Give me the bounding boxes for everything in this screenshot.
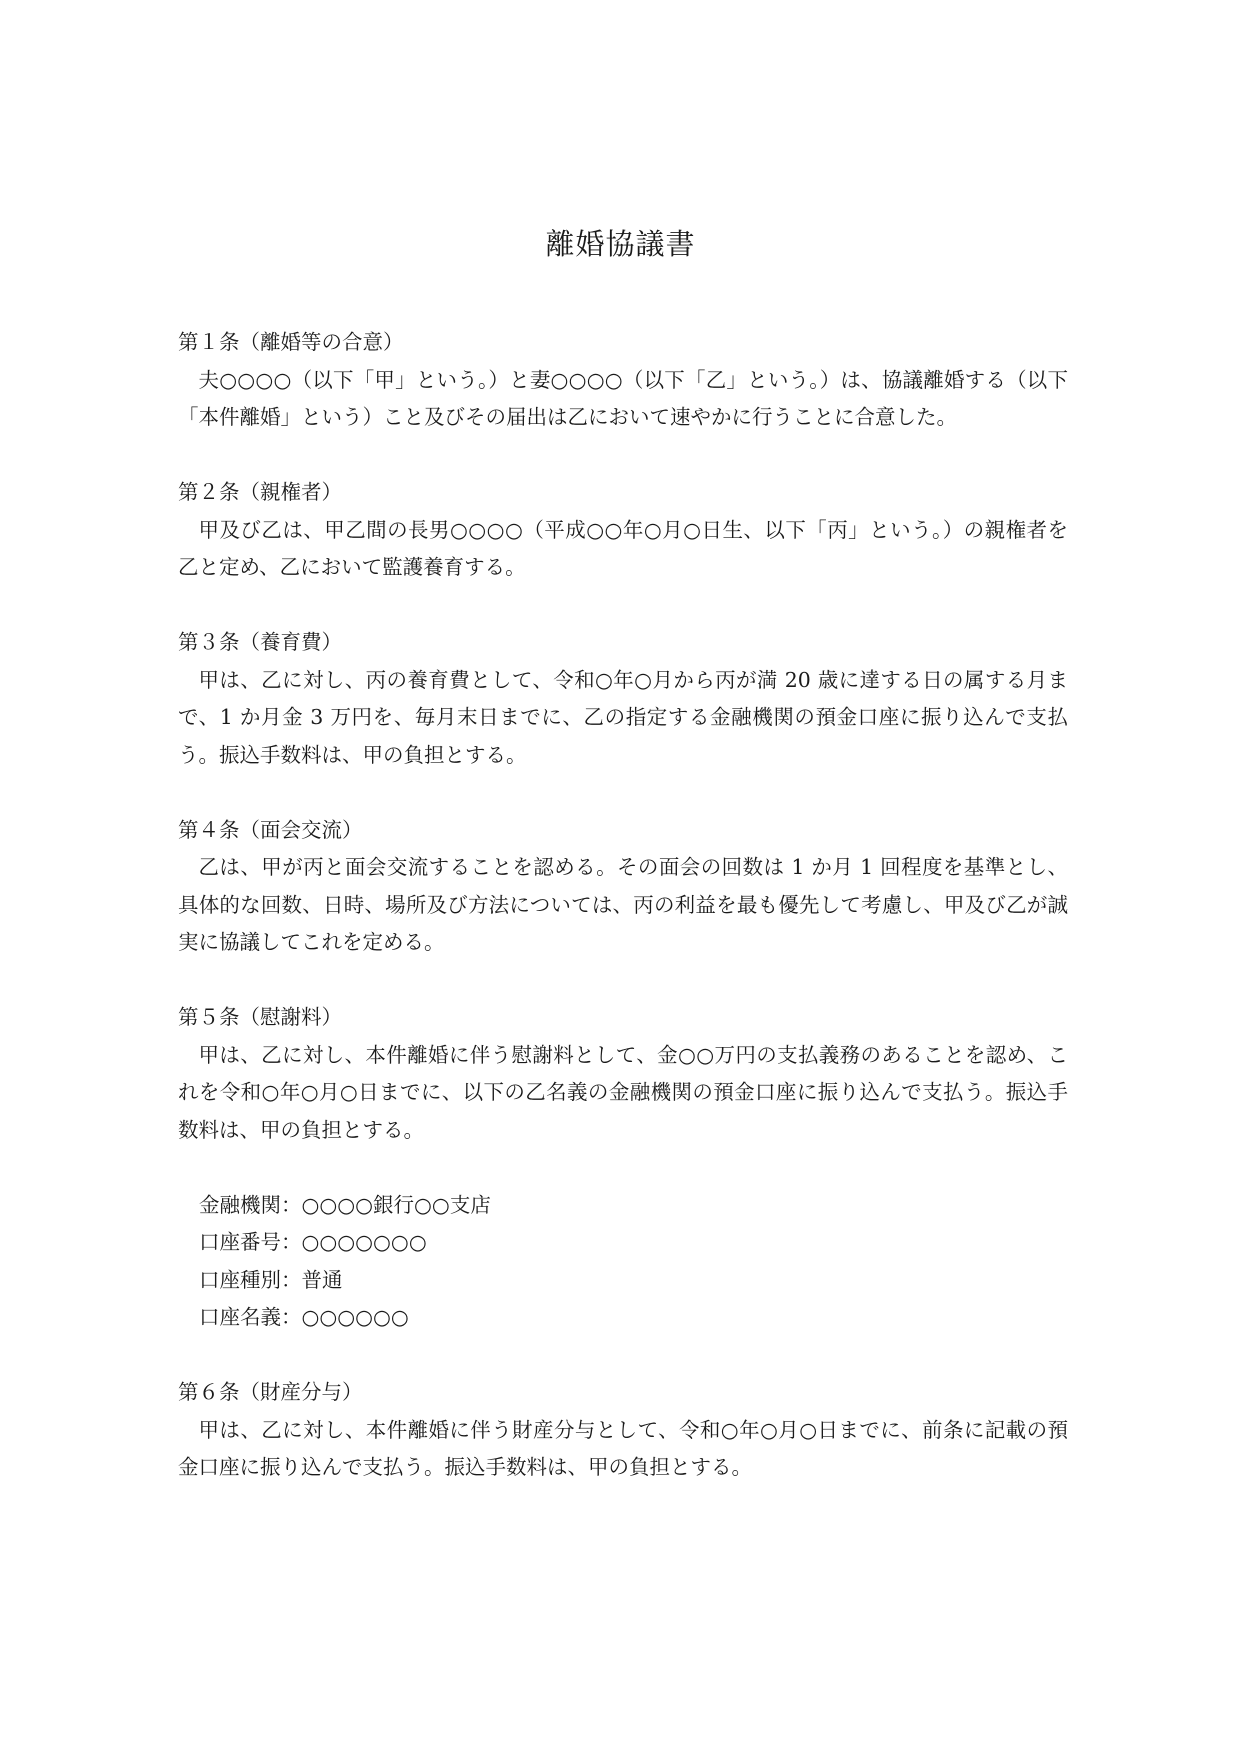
article-text: 夫○○○○（以下「甲」という。）と妻○○○○（以下「乙」という。）は、協議離婚する（以下「本件離婚」という）こと及びその届出は乙において速やかに行うことに合意した。	[178, 367, 1068, 429]
account-type: 口座種別：普通	[199, 1267, 343, 1292]
account-bank: 金融機関：○○○○銀行○○支店	[199, 1192, 491, 1217]
article-text: 甲及び乙は、甲乙間の長男○○○○（平成○○年○月○日生、以下「丙」という。）の親権者を乙と定め、乙において監護養育する。	[178, 517, 1068, 579]
article-text: 甲は、乙に対し、丙の養育費として、令和○年○月から丙が満 20 歳に達する日の属する月まで、1 か月金 3 万円を、毎月末日までに、乙の指定する金融機関の預金口座に振り込んで支払う。振込手数料は、甲の負担とする。	[178, 667, 1068, 767]
article-4	[178, 812, 1068, 962]
bank-account-details	[178, 1187, 1068, 1337]
account-holder: 口座名義：○○○○○○	[199, 1305, 409, 1329]
article-text: 甲は、乙に対し、本件離婚に伴う慰謝料として、金○○万円の支払義務のあることを認め、これを令和○年○月○日までに、以下の乙名義の金融機関の預金口座に振り込んで支払う。振込手数料は、甲の負担とする。	[178, 1042, 1068, 1142]
article-3	[178, 624, 1068, 774]
article-text: 乙は、甲が丙と面会交流することを認める。その面会の回数は 1 か月 1 回程度を基準とし、具体的な回数、日時、場所及び方法については、丙の利益を最も優先して考慮し、甲及び乙が誠実に協議してこれを定める。	[178, 855, 1068, 954]
article-5	[178, 999, 1068, 1149]
account-number: 口座番号：○○○○○○○	[199, 1230, 427, 1254]
article-heading: 第４条（面会交流）	[178, 817, 363, 842]
document-body	[178, 324, 1068, 1524]
article-text: 甲は、乙に対し、本件離婚に伴う財産分与として、令和○年○月○日までに、前条に記載の預金口座に振り込んで支払う。振込手数料は、甲の負担とする。	[178, 1417, 1068, 1479]
article-6	[178, 1374, 1068, 1487]
article-heading: 第６条（財産分与）	[178, 1380, 363, 1404]
article-heading: 第３条（養育費）	[178, 630, 342, 654]
article-1	[178, 324, 1068, 437]
article-2	[178, 474, 1068, 587]
document-title: 離婚協議書	[545, 227, 696, 261]
article-heading: 第１条（離婚等の合意）	[178, 330, 404, 354]
article-heading: 第５条（慰謝料）	[178, 1005, 342, 1029]
article-heading: 第２条（親権者）	[178, 480, 342, 504]
